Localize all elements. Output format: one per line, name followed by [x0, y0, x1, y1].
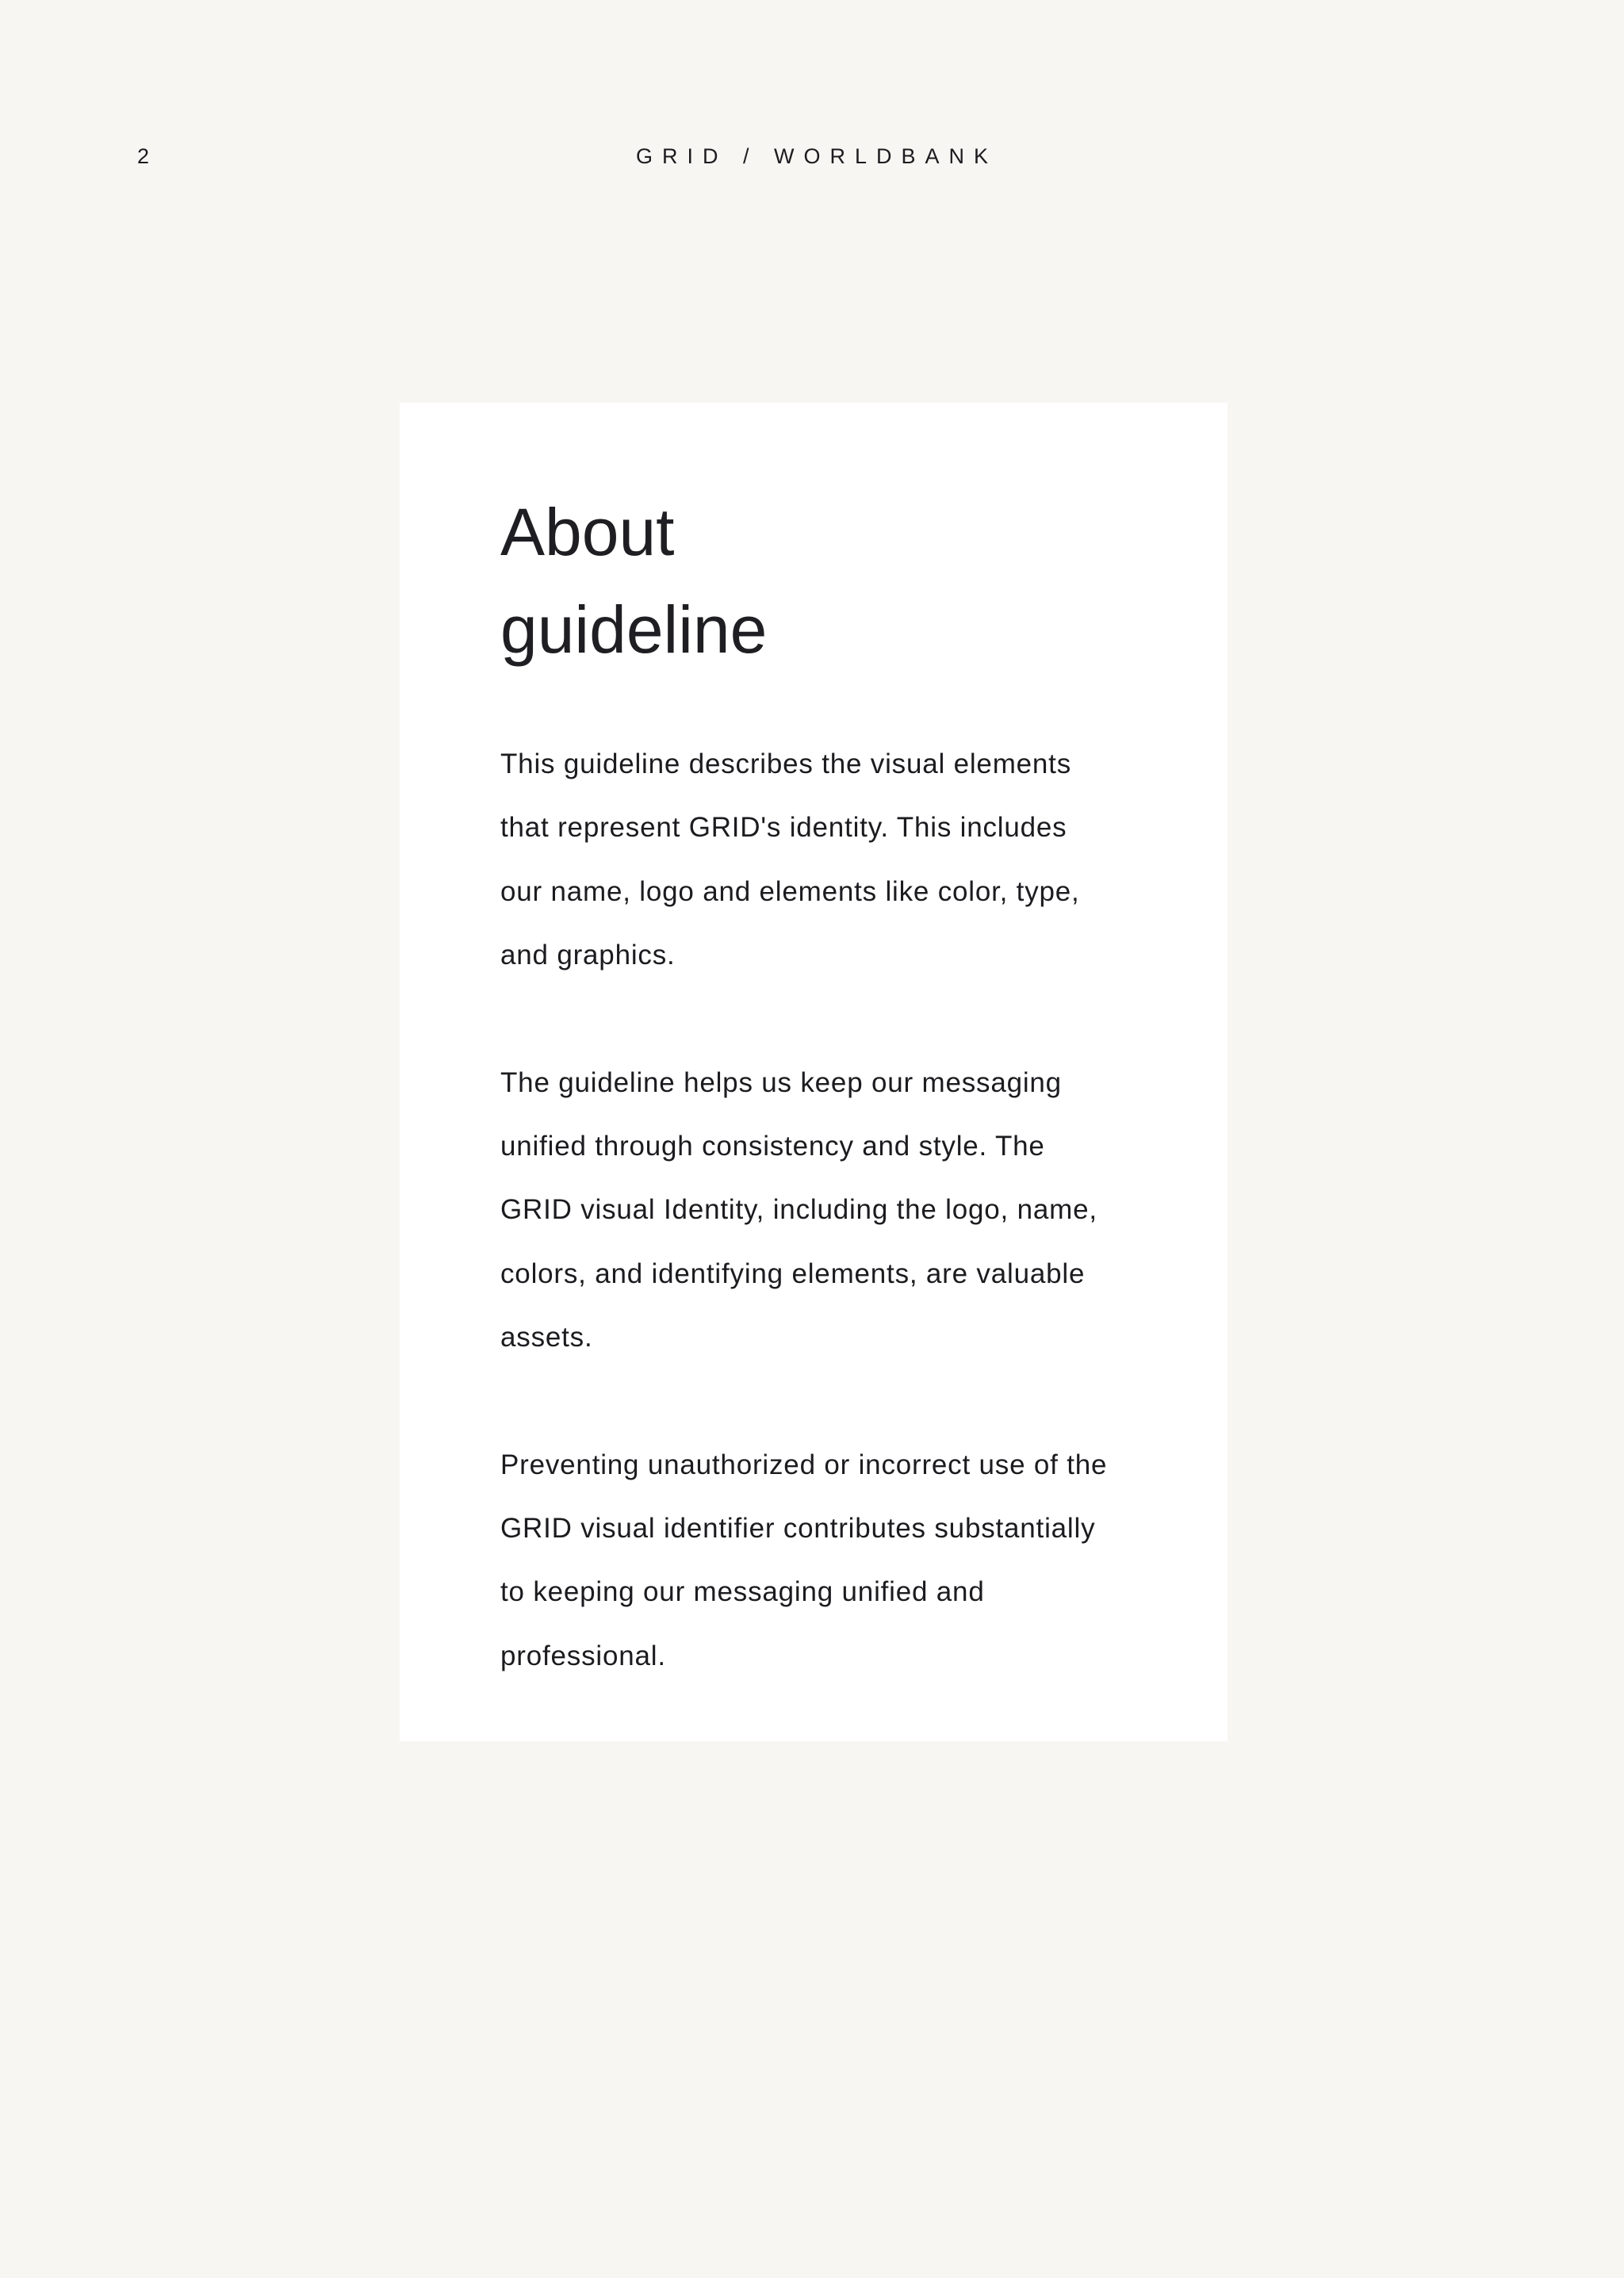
- title-line: guideline: [500, 592, 768, 667]
- paragraph-line: and graphics.: [500, 940, 676, 971]
- body-paragraph-2: [500, 1051, 1151, 1370]
- page-title: [500, 484, 1151, 679]
- paragraph-line: assets.: [500, 1322, 593, 1353]
- paragraph-line: This guideline describes the visual elements: [500, 748, 1072, 779]
- body-paragraph-1: [500, 733, 1151, 988]
- paragraph-line: Preventing unauthorized or incorrect use of the: [500, 1449, 1108, 1480]
- paragraph-line: colors, and identifying elements, are valuable: [500, 1258, 1086, 1289]
- paragraph-line: professional.: [500, 1640, 666, 1671]
- content-card: [400, 403, 1228, 1741]
- card-content: [500, 484, 1151, 1688]
- paragraph-line: unified through consistency and style. The: [500, 1131, 1045, 1162]
- running-header: GRID / WORLDBANK: [635, 144, 998, 168]
- paragraph-line: our name, logo and elements like color, type,: [500, 875, 1080, 907]
- paragraph-line: GRID visual identifier contributes substantially: [500, 1513, 1096, 1545]
- paragraph-line: to keeping our messaging unified and: [500, 1576, 985, 1608]
- body-paragraph-3: [500, 1434, 1151, 1689]
- paragraph-line: GRID visual Identity, including the logo, name,: [500, 1194, 1097, 1226]
- page-number: 2: [137, 144, 151, 168]
- paragraph-line: that represent GRID's identity. This includes: [500, 812, 1067, 844]
- title-line: About: [500, 495, 675, 569]
- paragraph-line: The guideline helps us keep our messaging: [500, 1066, 1062, 1098]
